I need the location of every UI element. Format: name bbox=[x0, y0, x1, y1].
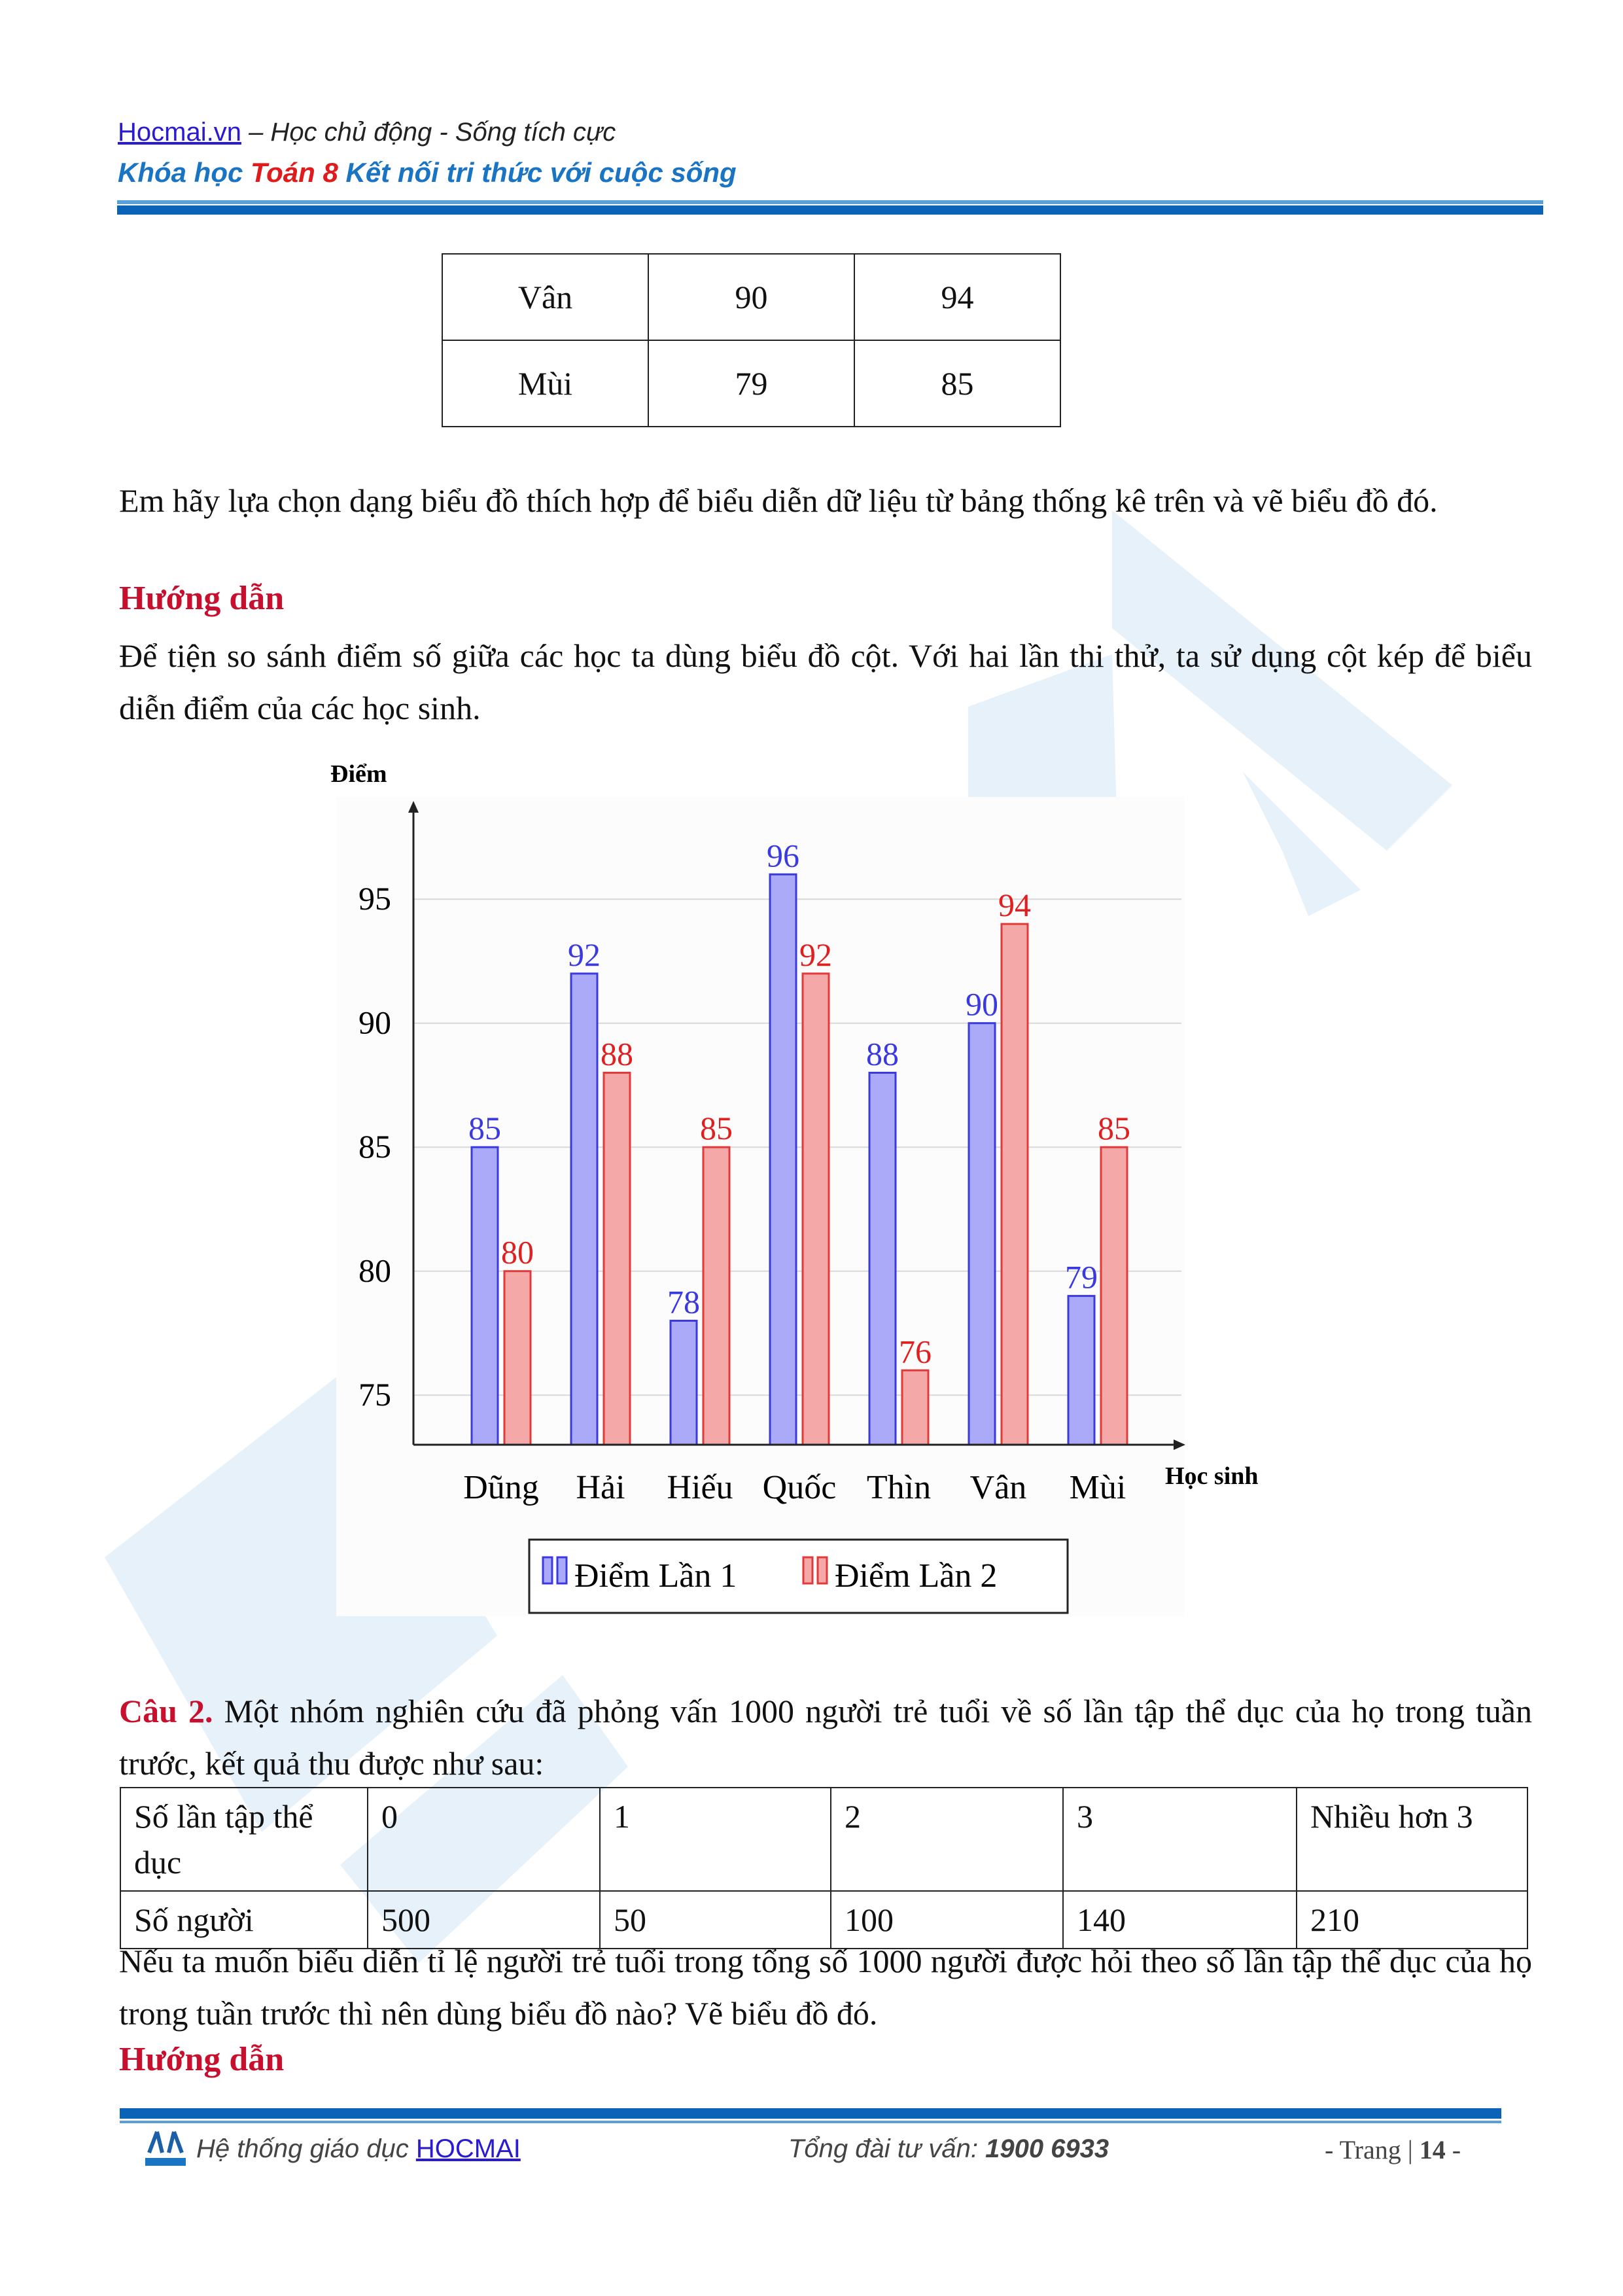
table-cell: 50 bbox=[600, 1891, 831, 1949]
table-cell: Vân bbox=[442, 254, 648, 340]
table-cell: 3 bbox=[1063, 1788, 1297, 1891]
table-cell: 210 bbox=[1297, 1891, 1527, 1949]
table-cell: 85 bbox=[854, 340, 1060, 427]
hocmai-logo-icon bbox=[143, 2127, 188, 2170]
y-tick-label: 95 bbox=[358, 880, 391, 917]
table-cell: 500 bbox=[368, 1891, 600, 1949]
y-tick-label: 80 bbox=[358, 1252, 391, 1289]
footer-divider bbox=[120, 2121, 1501, 2123]
bar-2 bbox=[604, 1073, 630, 1445]
data-label: 96 bbox=[767, 837, 799, 874]
data-label: 85 bbox=[1098, 1110, 1130, 1147]
table-row bbox=[120, 1788, 1527, 1891]
x-axis-label: Học sinh bbox=[1165, 1462, 1259, 1490]
guide1-text: Để tiện so sánh điểm số giữa các học ta dùng biểu đồ cột. Với hai lần thi thử, ta sử dụng cột kép để biểu diễn điểm của các học sinh. bbox=[119, 637, 1532, 726]
data-label: 78 bbox=[667, 1283, 700, 1320]
data-label: 88 bbox=[866, 1035, 899, 1072]
data-label: 79 bbox=[1065, 1258, 1098, 1296]
page-number: 14 bbox=[1419, 2135, 1446, 2164]
table-cell: Mùi bbox=[442, 340, 648, 427]
y-tick-label: 90 bbox=[358, 1004, 391, 1041]
page-indicator bbox=[1325, 2134, 1461, 2165]
question2-followup: Nếu ta muốn biểu diễn tỉ lệ người trẻ tuổi trong tổng số 1000 người được hỏi theo số lần tập thể dục của họ trong tuần trước thì nên dùng biểu đồ nào? Vẽ biểu đồ đó. bbox=[119, 1943, 1532, 2032]
footer-system-text: Hệ thống giáo dục bbox=[196, 2134, 416, 2163]
table-cell: 2 bbox=[831, 1788, 1063, 1891]
footer-hotline bbox=[788, 2134, 1109, 2164]
bar-2 bbox=[703, 1147, 729, 1445]
bar-1 bbox=[770, 874, 796, 1445]
bar-1 bbox=[1068, 1296, 1094, 1445]
guide-heading-1: Hướng dẫn bbox=[119, 580, 285, 617]
hotline-label: Tổng đài tư vấn: bbox=[788, 2134, 986, 2163]
data-label: 80 bbox=[501, 1233, 534, 1271]
x-tick-label: Hiếu bbox=[667, 1469, 733, 1506]
table-cell: 90 bbox=[648, 254, 854, 340]
bar-1 bbox=[571, 974, 597, 1445]
footer-system bbox=[196, 2134, 521, 2164]
data-label: 90 bbox=[966, 985, 998, 1023]
bar-2 bbox=[1101, 1147, 1127, 1445]
y-tick-label: 75 bbox=[358, 1376, 391, 1413]
bar-2 bbox=[803, 974, 829, 1445]
table-cell: 100 bbox=[831, 1891, 1063, 1949]
data-label: 94 bbox=[998, 887, 1031, 924]
table-cell: 79 bbox=[648, 340, 854, 427]
legend-swatch bbox=[803, 1557, 812, 1583]
bar-1 bbox=[472, 1147, 498, 1445]
x-tick-label: Thìn bbox=[866, 1469, 932, 1506]
data-label: 76 bbox=[899, 1333, 932, 1370]
course-highlight: Toán 8 bbox=[251, 157, 338, 188]
question2-text bbox=[119, 1685, 1532, 1790]
bar-2 bbox=[1002, 924, 1028, 1445]
table-cell: 140 bbox=[1063, 1891, 1297, 1949]
exercise-table bbox=[120, 1787, 1528, 1949]
question2-body: Một nhóm nghiên cứu đã phỏng vấn 1000 người trẻ tuổi về số lần tập thể dục của họ trong tuần trước, kết quả thu được như sau: bbox=[119, 1693, 1533, 1782]
bar-2 bbox=[504, 1271, 531, 1445]
legend-swatch bbox=[557, 1557, 567, 1583]
x-tick-label: Quốc bbox=[762, 1469, 837, 1506]
question1-text: Em hãy lựa chọn dạng biểu đồ thích hợp để biểu diễn dữ liệu từ bảng thống kê trên và vẽ biểu đồ đó. bbox=[119, 482, 1438, 519]
bar-1 bbox=[671, 1321, 697, 1445]
x-tick-label: Vân bbox=[969, 1469, 1027, 1506]
course-prefix: Khóa học bbox=[118, 157, 251, 188]
legend-label: Điểm Lần 2 bbox=[835, 1557, 998, 1595]
data-label: 88 bbox=[601, 1035, 633, 1072]
legend-swatch bbox=[818, 1557, 827, 1583]
hocmai-link[interactable]: Hocmai.vn bbox=[118, 118, 241, 147]
table-cell: 94 bbox=[854, 254, 1060, 340]
y-tick-label: 85 bbox=[358, 1128, 391, 1165]
x-tick-label: Hải bbox=[576, 1469, 625, 1506]
guide-heading-2: Hướng dẫn bbox=[119, 2041, 285, 2078]
x-tick-label: Dũng bbox=[463, 1469, 539, 1506]
bar-2 bbox=[902, 1370, 928, 1445]
x-tick-label: Mùi bbox=[1069, 1469, 1126, 1506]
data-label: 92 bbox=[568, 936, 601, 973]
table-cell: Số lần tập thể dục bbox=[120, 1788, 368, 1891]
course-suffix: Kết nối tri thức với cuộc sống bbox=[338, 157, 737, 188]
page-prefix: - Trang | bbox=[1325, 2135, 1420, 2164]
bar-1 bbox=[869, 1073, 896, 1445]
footer-hocmai-link[interactable]: HOCMAI bbox=[415, 2134, 521, 2163]
legend-swatch bbox=[543, 1557, 552, 1583]
hotline-number: 1900 6933 bbox=[985, 2134, 1109, 2163]
data-label: 85 bbox=[468, 1110, 501, 1147]
footer-divider-thick bbox=[120, 2108, 1501, 2119]
table-cell: Số người bbox=[120, 1891, 368, 1949]
bar-1 bbox=[969, 1023, 995, 1445]
legend-label: Điểm Lần 1 bbox=[574, 1557, 737, 1595]
table-cell: 1 bbox=[600, 1788, 831, 1891]
table-cell: Nhiều hơn 3 bbox=[1297, 1788, 1527, 1891]
y-axis-label: Điểm bbox=[330, 760, 387, 788]
slogan: – Học chủ động - Sống tích cực bbox=[241, 118, 616, 147]
question2-label: Câu 2. bbox=[119, 1693, 213, 1729]
data-label: 85 bbox=[700, 1110, 733, 1147]
table-cell: 0 bbox=[368, 1788, 600, 1891]
page-suffix: - bbox=[1445, 2135, 1461, 2164]
data-label: 92 bbox=[799, 936, 832, 973]
